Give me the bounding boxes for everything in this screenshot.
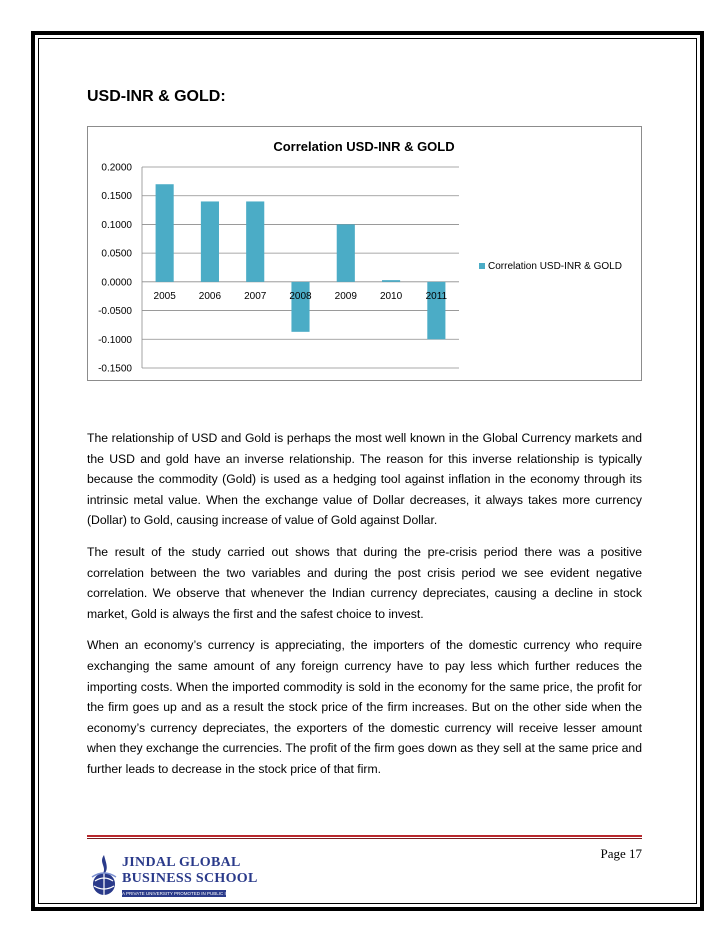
x-tick-label: 2005 <box>153 290 176 302</box>
paragraph-currency-effects: When an economy’s currency is appreciating, the importers of the domestic currency who require exchanging the same amount of any foreign currency have to pay less which further reduces the importing costs. When the imported commodity is sold in the economy for the same price, the profit for the firm goes up and as a result the stock price of the firm increases. But on the other side when the economy’s currency depreciates, the exporters of the domestic currency will receive lesser amount when they exchange the currencies. The profit of the firm goes down as they sell at the same price and further leads to decrease in the stock price of that firm. <box>87 638 642 776</box>
chart-title: Correlation USD-INR & GOLD <box>273 139 455 154</box>
jindal-logo <box>88 853 258 901</box>
section-heading: USD-INR & GOLD: <box>87 88 226 105</box>
paragraph-study-result: The result of the study carried out shows that during the pre-crisis period there was a positive correlation between the two variables and during the post crisis period we see evident negative correlation. We observe that whenever the Indian currency depreciates, causing a decline in stock market, Gold is always the first and the safest choice to invest. <box>87 544 642 621</box>
x-tick-label: 2009 <box>334 290 357 302</box>
y-tick-label: -0.1500 <box>98 363 132 375</box>
paragraph-usd-gold-relationship: The relationship of USD and Gold is perhaps the most well known in the Global Currency markets and the USD and gold have an inverse relationship. The reason for this inverse relationship is typically because the commodity (Gold) is used as a hedging tool against inflation in the economy through its intrinsic metal value. When the exchange value of Dollar decreases, it always takes more currency (Dollar) to Gold, causing increase of value of Gold against Dollar. <box>87 431 642 528</box>
bar-2009 <box>337 224 355 281</box>
bar-2010 <box>382 280 400 282</box>
logo-text-line2: BUSINESS SCHOOL <box>122 871 258 886</box>
legend-swatch <box>479 263 485 269</box>
correlation-bar-chart <box>87 126 642 381</box>
bar-2006 <box>201 201 219 281</box>
y-tick-label: -0.0500 <box>98 306 132 318</box>
y-tick-label: -0.1000 <box>98 334 132 346</box>
bar-2005 <box>156 184 174 282</box>
chart-gridlines <box>142 167 459 368</box>
logo-tagline: A PRIVATE UNIVERSITY PROMOTED IN PUBLIC INTEREST <box>122 891 247 896</box>
y-tick-label: 0.0500 <box>101 248 132 260</box>
bar-2008 <box>291 282 309 332</box>
logo-text-line1: JINDAL GLOBAL <box>122 855 241 870</box>
x-tick-label: 2011 <box>425 290 448 302</box>
x-tick-label: 2006 <box>198 290 222 302</box>
y-tick-label: 0.0000 <box>101 277 132 289</box>
x-tick-label: 2007 <box>244 290 267 302</box>
chart-x-ticks <box>154 291 448 302</box>
chart-canvas <box>88 127 643 382</box>
footer-rule-shadow <box>87 838 642 839</box>
body-text <box>87 428 642 791</box>
page-number: Page 17 <box>600 846 642 861</box>
bar-2007 <box>246 201 264 281</box>
globe-flame-icon <box>88 853 120 899</box>
y-tick-label: 0.1000 <box>101 219 132 231</box>
chart-bars <box>153 184 446 339</box>
y-tick-label: 0.2000 <box>101 162 132 174</box>
chart-y-ticks <box>98 163 132 375</box>
chart-legend <box>479 261 622 272</box>
footer-rule <box>87 835 642 837</box>
y-tick-label: 0.1500 <box>101 191 132 203</box>
legend-label: Correlation USD-INR & GOLD <box>488 261 622 272</box>
x-tick-label: 2010 <box>379 290 403 302</box>
x-tick-label: 2008 <box>289 290 312 302</box>
